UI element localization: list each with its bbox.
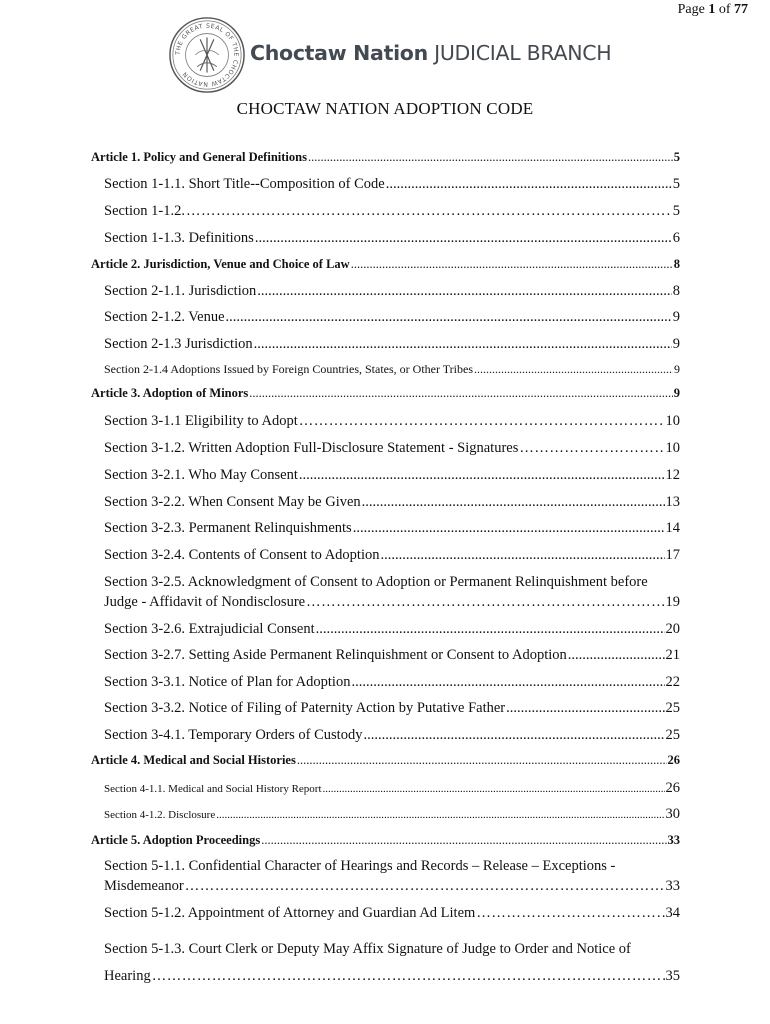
toc-entry-section-3-2-2[interactable]: Section 3-2.2. When Consent May be Given ..... 13	[104, 494, 680, 511]
brand-rest: JUDICIAL BRANCH	[434, 41, 612, 65]
toc-entry-section-3-2-5-line1[interactable]: Section 3-2.5. Acknowledgment of Consent to Adoption or Permanent Relinquishment before	[104, 574, 648, 590]
toc-entry-article-5[interactable]: Article 5. Adoption Proceedings ..... 33	[91, 833, 680, 848]
toc-entry-article-4[interactable]: Article 4. Medical and Social Histories ..... 26	[91, 753, 680, 768]
toc-entry-section-2-1-3[interactable]: Section 2-1.3 Jurisdiction ..... 9	[104, 336, 680, 353]
toc-entry-section-1-1-3[interactable]: Section 1-1.3. Definitions ..... 6	[104, 230, 680, 247]
toc-entry-section-3-2-3[interactable]: Section 3-2.3. Permanent Relinquishments ..... 14	[104, 520, 680, 537]
toc-entry-section-5-1-3-line1[interactable]: Section 5-1.3. Court Clerk or Deputy May Affix Signature of Judge to Order and Notice of	[104, 941, 631, 957]
toc-entry-section-2-1-2[interactable]: Section 2-1.2. Venue ..... 9	[104, 309, 680, 326]
toc-entry-section-3-1-1[interactable]: Section 3-1.1 Eligibility to Adopt ………………………………………………………………………………………………………………………………………………………………………………………………… 10	[104, 413, 680, 430]
svg-text:THE GREAT SEAL OF THE CHOCTAW: THE GREAT SEAL OF THE CHOCTAW NATION	[174, 22, 240, 88]
page-total: 77	[734, 2, 748, 17]
toc-entry-section-3-2-7[interactable]: Section 3-2.7. Setting Aside Permanent Relinquishment or Consent to Adoption ..... 21	[104, 647, 680, 664]
toc-entry-section-5-1-3[interactable]: Hearing ………………………………………………………………………………………………………………………………………………………………………………………………… 35	[104, 968, 680, 985]
brand-name	[250, 41, 611, 65]
toc-entry-section-5-1-1[interactable]: Misdemeanor ………………………………………………………………………………………………………………………………………………………………………………………………… 33	[104, 878, 680, 895]
toc-entry-section-3-3-1[interactable]: Section 3-3.1. Notice of Plan for Adoption ..... 22	[104, 674, 680, 691]
toc-entry-section-3-2-5[interactable]: Judge - Affidavit of Nondisclosure ………………………………………………………………………………………………………………………………………………………………………………………………… 19	[104, 594, 680, 611]
page-prefix: Page	[677, 2, 705, 17]
toc-entry-section-5-1-2[interactable]: Section 5-1.2. Appointment of Attorney and Guardian Ad Litem ………………………………………………………………………………………………………………………………………………………………………………………………… 34	[104, 905, 680, 922]
page-of: of	[718, 2, 731, 17]
letterhead	[168, 16, 612, 96]
document-title: CHOCTAW NATION ADOPTION CODE	[236, 99, 534, 118]
toc-entry-section-5-1-1-line1[interactable]: Section 5-1.1. Confidential Character of Hearings and Records – Release – Exceptions -	[104, 858, 616, 874]
toc-entry-section-3-2-6[interactable]: Section 3-2.6. Extrajudicial Consent ..... 20	[104, 621, 680, 638]
toc-entry-section-1-1-1[interactable]: Section 1-1.1. Short Title--Composition of Code ..... 5	[104, 176, 680, 193]
toc-entry-section-3-4-1[interactable]: Section 3-4.1. Temporary Orders of Custody ..... 25	[104, 727, 680, 744]
toc-entry-section-3-2-1[interactable]: Section 3-2.1. Who May Consent ..... 12	[104, 467, 680, 484]
brand-bold: Choctaw Nation	[250, 41, 428, 65]
toc-entry-section-3-2-4[interactable]: Section 3-2.4. Contents of Consent to Adoption ..... 17	[104, 547, 680, 564]
toc-entry-article-2[interactable]: Article 2. Jurisdiction, Venue and Choice of Law ..... 8	[91, 257, 680, 272]
toc-entry-section-4-1-1[interactable]: Section 4-1.1. Medical and Social History Report ..... 26	[104, 780, 680, 797]
toc-entry-section-4-1-2[interactable]: Section 4-1.2. Disclosure ..... 30	[104, 806, 680, 823]
toc-entry-article-1[interactable]: Article 1. Policy and General Definitions ..... 5	[91, 150, 680, 165]
page-current: 1	[708, 2, 716, 17]
toc-entry-section-3-3-2[interactable]: Section 3-3.2. Notice of Filing of Paternity Action by Putative Father ..... 25	[104, 700, 680, 717]
great-seal-logo	[168, 16, 246, 94]
toc-entry-article-3[interactable]: Article 3. Adoption of Minors ..... 9	[91, 386, 680, 401]
toc-entry-section-2-1-1[interactable]: Section 2-1.1. Jurisdiction ..... 8	[104, 283, 680, 300]
toc-entry-section-2-1-4[interactable]: Section 2-1.4 Adoptions Issued by Foreign Countries, States, or Other Tribes ..... 9	[104, 362, 680, 377]
toc-entry-section-3-1-2[interactable]: Section 3-1.2. Written Adoption Full-Disclosure Statement - Signatures ………………………………………………………………………………………………………………………………………………………………………………………………… 10	[104, 440, 680, 457]
page-indicator	[678, 2, 748, 18]
toc-entry-section-1-1-2[interactable]: Section 1-1.2. ………………………………………………………………………………………………………………………………………………………………………………………………… 5	[104, 203, 680, 220]
